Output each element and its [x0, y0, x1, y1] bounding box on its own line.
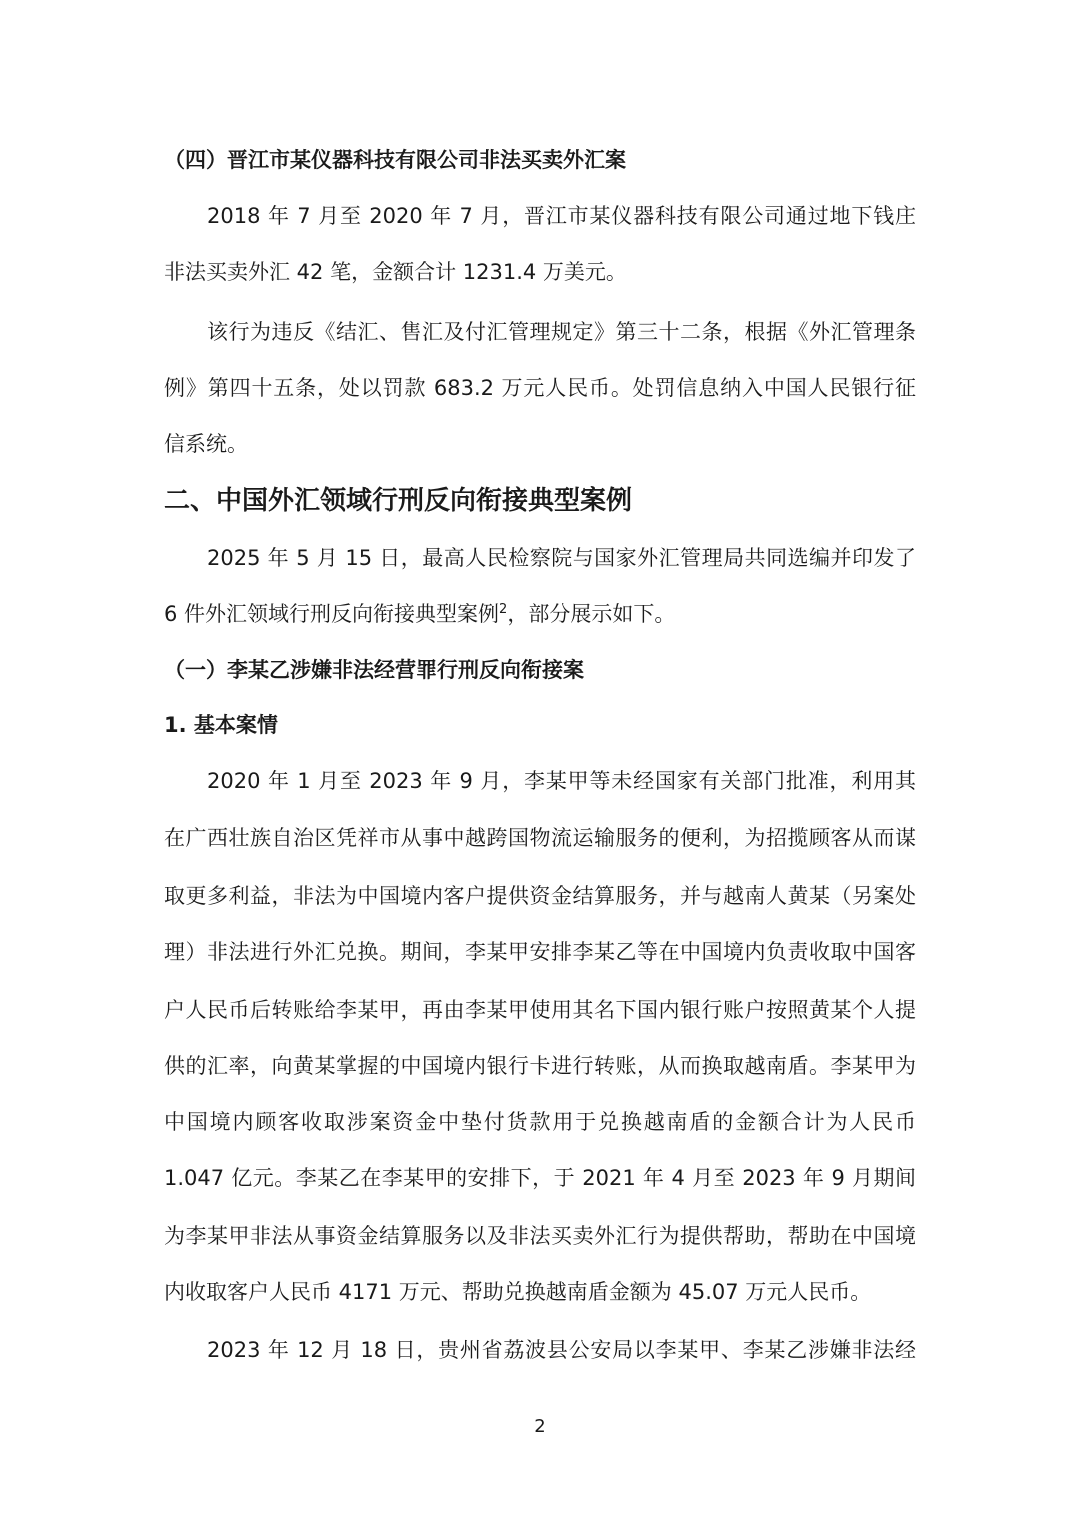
- section-4-title: （四）晋江市某仪器科技有限公司非法买卖外汇案: [164, 148, 626, 172]
- section-4-para-2-line-2: 例》第四十五条，处以罚款 683.2 万元人民币。处罚信息纳入中国人民银行征: [164, 376, 916, 400]
- footnote-ref[interactable]: 2: [499, 602, 508, 617]
- section-4-para-1-line-1: 2018 年 7 月至 2020 年 7 月，晋江市某仪器科技有限公司通过地下钱庄: [207, 204, 916, 228]
- case-1-para-1-line-10: 内收取客户人民币 4171 万元、帮助兑换越南盾金额为 45.07 万元人民币。: [164, 1280, 872, 1304]
- case-1-para-2-line-1: 2023 年 12 月 18 日，贵州省荔波县公安局以李某甲、李某乙涉嫌非法经: [207, 1338, 916, 1362]
- intro-line-1: 2025 年 5 月 15 日，最高人民检察院与国家外汇管理局共同选编并印发了: [207, 546, 916, 570]
- section-4-para-2-line-1: 该行为违反《结汇、售汇及付汇管理规定》第三十二条，根据《外汇管理条: [207, 320, 916, 344]
- section-4-para-2-line-3: 信系统。: [164, 432, 248, 456]
- case-1-subheading: 1. 基本案情: [164, 713, 278, 737]
- case-1-para-1-line-1: 2020 年 1 月至 2023 年 9 月，李某甲等未经国家有关部门批准，利用其: [207, 769, 916, 793]
- case-1-title: （一）李某乙涉嫌非法经营罪行刑反向衔接案: [164, 658, 584, 682]
- case-1-para-1-line-5: 户人民币后转账给李某甲，再由李某甲使用其名下国内银行账户按照黄某个人提: [164, 998, 916, 1022]
- intro-line-2: [0, 600, 1080, 628]
- case-1-para-1-line-9: 为李某甲非法从事资金结算服务以及非法买卖外汇行为提供帮助，帮助在中国境: [164, 1224, 916, 1248]
- case-1-para-1-line-8: 1.047 亿元。李某乙在李某甲的安排下，于 2021 年 4 月至 2023 年 9 月期间: [164, 1166, 916, 1190]
- chapter-heading: 二、中国外汇领域行刑反向衔接典型案例: [164, 486, 633, 516]
- case-1-para-1-line-4: 理）非法进行外汇兑换。期间，李某甲安排李某乙等在中国境内负责收取中国客: [164, 940, 916, 964]
- case-1-para-1-line-2: 在广西壮族自治区凭祥市从事中越跨国物流运输服务的便利，为招揽顾客从而谋: [164, 826, 916, 850]
- intro-line-2-tail: ，部分展示如下。: [507, 602, 676, 626]
- section-4-para-1-line-2: 非法买卖外汇 42 笔，金额合计 1231.4 万美元。: [164, 260, 627, 284]
- case-1-para-1-line-6: 供的汇率，向黄某掌握的中国境内银行卡进行转账，从而换取越南盾。李某甲为: [164, 1054, 916, 1078]
- intro-line-2-text: 6 件外汇领域行刑反向衔接典型案例: [164, 602, 500, 626]
- case-1-para-1-line-7: 中国境内顾客收取涉案资金中垫付货款用于兑换越南盾的金额合计为人民币: [164, 1110, 916, 1134]
- case-1-para-1-line-3: 取更多利益，非法为中国境内客户提供资金结算服务，并与越南人黄某（另案处: [164, 884, 916, 908]
- page-number: 2: [534, 1416, 546, 1437]
